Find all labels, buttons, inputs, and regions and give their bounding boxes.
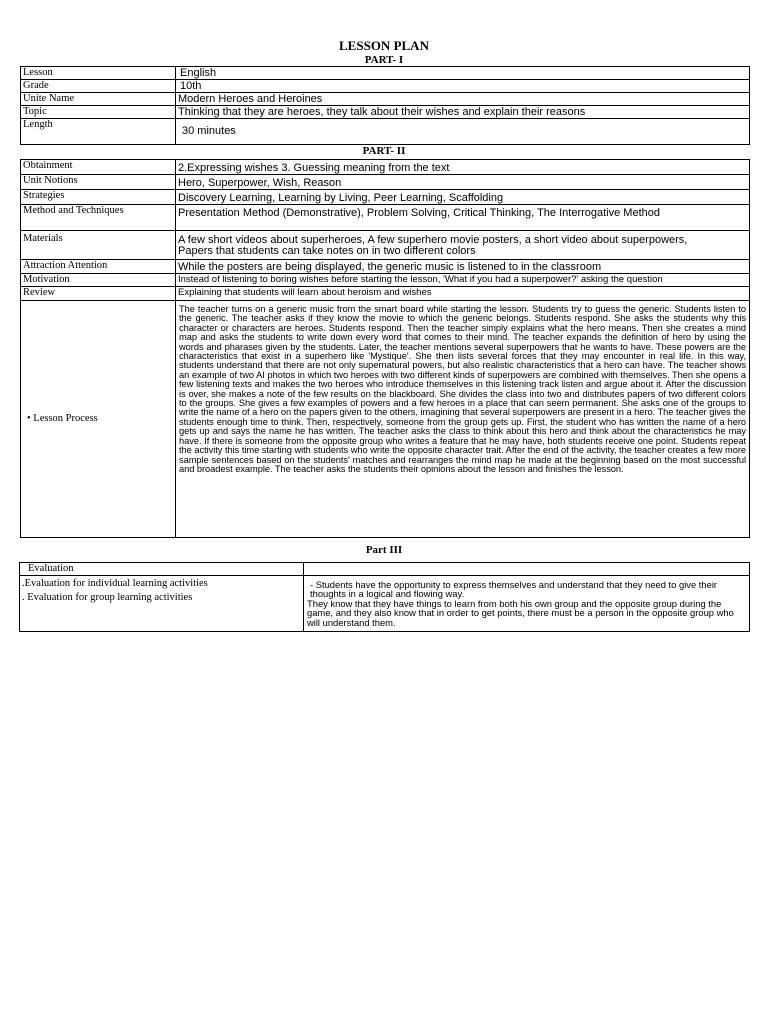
evaluation-types xyxy=(20,576,304,632)
row-label: Attraction Attention xyxy=(21,260,176,274)
part1-row-length xyxy=(21,119,750,145)
evaluation-text-1: - Students have the opportunity to express themselves and understand that they need to give their thoughts in a logical and flowing way. xyxy=(310,579,718,600)
row-value: Discovery Learning, Learning by Living, Peer Learning, Scaffolding xyxy=(176,190,750,205)
row-value: Hero, Superpower, Wish, Reason xyxy=(176,175,750,190)
part1-row-grade xyxy=(21,80,750,93)
row-label: Strategies xyxy=(21,190,176,205)
row-label: Length xyxy=(21,119,176,145)
part2-row-lesson-process xyxy=(21,301,750,538)
materials-line-2: Papers that students can take notes on in two different colors xyxy=(178,245,476,257)
row-label: Method and Techniques xyxy=(21,205,176,231)
row-label: Topic xyxy=(21,106,176,119)
row-value: Presentation Method (Demonstrative), Problem Solving, Critical Thinking, The Interrogative Method xyxy=(176,205,750,231)
row-label: • Lesson Process xyxy=(21,301,176,538)
row-value: Thinking that they are heroes, they talk about their wishes and explain their reasons xyxy=(176,106,750,119)
evaluation-description xyxy=(304,576,750,632)
row-value xyxy=(176,231,750,260)
row-value: 2.Expressing wishes 3. Guessing meaning from the text xyxy=(176,160,750,175)
row-label: Unite Name xyxy=(21,93,176,106)
row-label: Review xyxy=(21,287,176,301)
part2-row-methods xyxy=(21,205,750,231)
row-label: Grade xyxy=(21,80,176,93)
part2-table xyxy=(20,159,750,538)
part1-row-unit-name xyxy=(21,93,750,106)
materials-line-1: A few short videos about superheroes, A few superhero movie posters, a short video about superpowers, xyxy=(178,234,688,246)
row-label: Unit Notions xyxy=(21,175,176,190)
part2-row-review xyxy=(21,287,750,301)
evaluation-group: . Evaluation for group learning activities xyxy=(22,592,193,603)
part2-row-obtainment xyxy=(21,160,750,175)
part1-row-lesson xyxy=(21,67,750,80)
part2-row-strategies xyxy=(21,190,750,205)
part2-title: PART- II xyxy=(362,145,406,157)
row-value: Explaining that students will learn about heroism and wishes xyxy=(176,287,750,301)
row-value: English xyxy=(176,67,750,80)
row-value: While the posters are being displayed, the generic music is listened to in the classroom xyxy=(176,260,750,274)
part2-row-materials xyxy=(21,231,750,260)
part1-table xyxy=(20,66,750,145)
part2-row-motivation xyxy=(21,274,750,287)
evaluation-individual: .Evaluation for individual learning activities xyxy=(22,578,208,589)
evaluation-heading-empty xyxy=(304,563,750,576)
part2-row-attraction xyxy=(21,260,750,274)
row-value: 10th xyxy=(176,80,750,93)
evaluation-heading: Evaluation xyxy=(20,563,304,576)
row-label: Lesson xyxy=(21,67,176,80)
row-value: 30 minutes xyxy=(176,119,750,145)
part2-row-unit-notions xyxy=(21,175,750,190)
row-value: Instead of listening to boring wishes before starting the lesson, 'What if you had a superpower?' asking the question xyxy=(176,274,750,287)
row-value: Modern Heroes and Heroines xyxy=(176,93,750,106)
part3-header-row xyxy=(20,563,750,576)
evaluation-text-2: They know that they have things to learn from both his own group and the opposite group during the game, and they also know that in order to get points, there must be a person in the opposite group who will understand them. xyxy=(307,597,734,628)
part1-title: PART- I xyxy=(364,54,404,66)
part3-table xyxy=(19,562,750,632)
lesson-process-text: The teacher turns on a generic music from the smart board while starting the lesson. Students try to guess the generic. Students listen to the generic. The teacher asks if they know the movie to which the generic belongs. Students respond. She asks the students why this character or characters are heroes. Students respond. Then the teacher simply explains what the hero means. Then she creates a mind map and asks the students to write down every word that comes to their mind. The teacher expands the definition of hero by using the words and pharases given by the students. Later, the teacher mentions several superpowers that he wants to have. These powers are the characteristics that exist in a superhero like 'Mystique'. She then lists several forces that they may encounter in real life. In this way, students understand that there are not only supernatural powers, but also realistic characteristics that a hero can have. The teacher shows an example of two AI photos in which two heroes with two different kinds of superpowers are combined with themselves. Then she opens a few listening texts and makes the two heroes who introduce themselves in this listening track listen and argue about it. After the discussion is over, she makes a note of the few results on the blackboard. She divides the class into two and distributes papers of two different colors to the groups. She gives a few examples of powers and a few heroes in a place that can seem permanent. She asks one of the groups to write the name of a hero on the papers given to the others, imagining that several superpowers are present in a hero. The teacher gives the students enough time to think. Then, respectively, someone from the group gets up. First, the student who has written the name of a hero gets up and says the name he has written. The teacher asks the class to think about this hero and think about the characteristics he may have. If there is someone from the opposite group who writes a feature that he may have, both students receive one point. Students repeat the activity this time starting with students who write the opposite character trait. After the end of the activity, the teacher creates a few more sample sentences based on the students' matches and rearranges the mind map he made at the beginning based on the most successful and broadest example. The teacher asks the students their opinions about the lesson and finishes the lesson. xyxy=(176,301,750,538)
part3-body-row xyxy=(20,576,750,632)
row-label: Materials xyxy=(21,231,176,260)
row-label: Motivation xyxy=(21,274,176,287)
row-label: Obtainment xyxy=(21,160,176,175)
part1-row-topic xyxy=(21,106,750,119)
page-title: LESSON PLAN xyxy=(339,38,429,53)
part3-title: Part III xyxy=(365,544,403,556)
